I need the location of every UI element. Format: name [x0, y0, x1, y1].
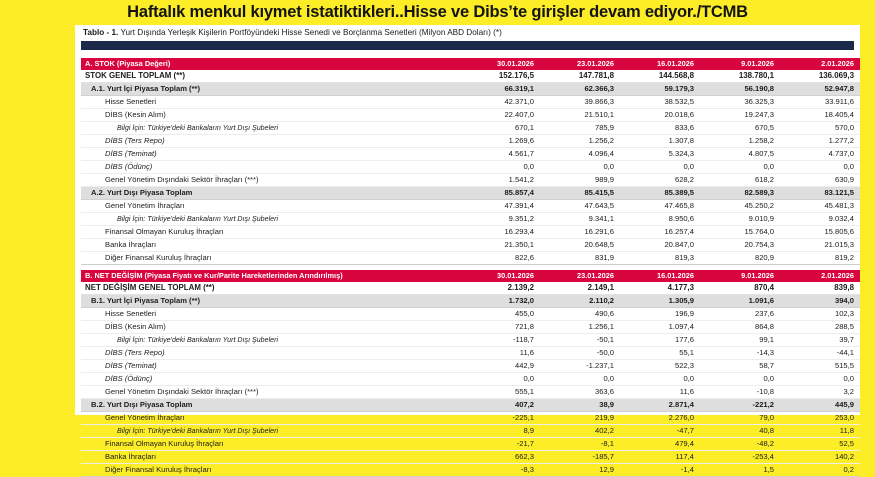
row-value: 56.190,8	[700, 82, 780, 95]
row-value: 15.764,0	[700, 225, 780, 238]
headline-text: Haftalık menkul kıymet istatiktikleri..Hisse ve Dibs’te girişler devam ediyor./TCMB	[127, 3, 748, 22]
row-value: 21.350,1	[460, 238, 540, 251]
row-value: -50,0	[540, 346, 620, 359]
column-header-date: 23.01.2026	[577, 58, 614, 68]
row-value: 864,8	[700, 320, 780, 333]
row-label: Finansal Olmayan Kuruluş İhraçları	[81, 225, 460, 238]
table-row	[81, 307, 860, 320]
row-value: 630,9	[780, 173, 860, 186]
row-value: 55,1	[620, 346, 700, 359]
row-value: 1.269,6	[460, 134, 540, 147]
row-label: DİBS (Ters Repo)	[81, 346, 460, 359]
row-value: 79,0	[700, 411, 780, 424]
table-row	[81, 108, 860, 121]
column-header-date: 30.01.2026	[497, 270, 534, 280]
row-value: 9.341,1	[540, 212, 620, 225]
row-value: 15.805,6	[780, 225, 860, 238]
row-value: 85.857,4	[460, 186, 540, 199]
row-value: 0,0	[460, 372, 540, 385]
row-value: 117,4	[620, 450, 700, 463]
column-header-date: 30.01.2026	[497, 58, 534, 68]
row-value: 0,0	[700, 160, 780, 173]
row-value: -253,4	[700, 450, 780, 463]
row-value: 45.481,3	[780, 199, 860, 212]
row-value: 38,9	[540, 398, 620, 411]
row-value: 407,2	[460, 398, 540, 411]
row-value: 16.257,4	[620, 225, 700, 238]
row-value: 47.465,8	[620, 199, 700, 212]
row-value: 4.737,0	[780, 147, 860, 160]
row-value: 219,9	[540, 411, 620, 424]
row-value: 522,3	[620, 359, 700, 372]
table-row	[81, 333, 860, 346]
table-row	[81, 238, 860, 251]
headline-banner	[0, 0, 875, 25]
row-label: B.1. Yurt İçi Piyasa Toplam (**)	[81, 294, 460, 307]
column-header-date: 16.01.2026	[657, 270, 694, 280]
row-value: 12,9	[540, 463, 620, 476]
row-value: 839,8	[780, 282, 860, 295]
row-value: 662,3	[460, 450, 540, 463]
row-value: 52,5	[780, 437, 860, 450]
row-value: 5.324,3	[620, 147, 700, 160]
row-value: 1.091,6	[700, 294, 780, 307]
row-value: 490,6	[540, 307, 620, 320]
row-label: NET DEĞİŞİM GENEL TOPLAM (**)	[81, 282, 460, 295]
row-label: DİBS (Kesin Alım)	[81, 108, 460, 121]
row-value: 989,9	[540, 173, 620, 186]
row-value: 16.291,6	[540, 225, 620, 238]
row-value: 58,7	[700, 359, 780, 372]
section-header-label: A. STOK (Piyasa Değeri)	[85, 58, 171, 68]
row-value: 147.781,8	[540, 70, 620, 83]
row-label: Genel Yönetim İhraçları	[81, 199, 460, 212]
row-label: Bilgi İçin: Türkiye'deki Bankaların Yurt Dışı Şubeleri	[81, 333, 460, 346]
table-row	[81, 346, 860, 359]
table-row	[81, 385, 860, 398]
row-value: 402,2	[540, 424, 620, 437]
row-label: DİBS (Ödünç)	[81, 372, 460, 385]
row-value: 0,0	[700, 372, 780, 385]
row-value: 19.247,3	[700, 108, 780, 121]
row-value: 11,8	[780, 424, 860, 437]
table-caption-text: Yurt Dışında Yerleşik Kişilerin Portföyündeki Hisse Senedi ve Borçlanma Senetleri (Milyon ABD Doları) (*)	[118, 28, 502, 37]
row-value: 2.871,4	[620, 398, 700, 411]
table-row	[81, 121, 860, 134]
table-section-header-row	[81, 270, 860, 282]
navy-rule	[81, 41, 854, 50]
row-value: 628,2	[620, 173, 700, 186]
row-value: 479,4	[620, 437, 700, 450]
row-label: DİBS (Ters Repo)	[81, 134, 460, 147]
table-row	[81, 225, 860, 238]
row-value: 82.589,3	[700, 186, 780, 199]
table-row	[81, 82, 860, 95]
row-label: Finansal Olmayan Kuruluş İhraçları	[81, 437, 460, 450]
row-label: Bilgi İçin: Türkiye'deki Bankaların Yurt Dışı Şubeleri	[81, 212, 460, 225]
row-value: 0,0	[780, 160, 860, 173]
row-value: 2.276,0	[620, 411, 700, 424]
table-row	[81, 411, 860, 424]
table-row	[81, 70, 860, 83]
row-label: Hisse Senetleri	[81, 95, 460, 108]
row-value: 52.947,8	[780, 82, 860, 95]
row-value: 11,6	[460, 346, 540, 359]
securities-statistics-table	[81, 58, 860, 477]
row-value: 9.032,4	[780, 212, 860, 225]
row-value: 99,1	[700, 333, 780, 346]
row-value: 66.319,1	[460, 82, 540, 95]
row-value: 196,9	[620, 307, 700, 320]
row-value: -8,1	[540, 437, 620, 450]
row-label: DİBS (Ödünç)	[81, 160, 460, 173]
row-value: 0,0	[540, 372, 620, 385]
table-row	[81, 372, 860, 385]
row-label: Banka İhraçları	[81, 450, 460, 463]
row-value: 237,6	[700, 307, 780, 320]
row-value: 394,0	[780, 294, 860, 307]
row-value: 83.121,5	[780, 186, 860, 199]
row-label: DİBS (Kesin Alım)	[81, 320, 460, 333]
table-row	[81, 437, 860, 450]
row-value: 4.807,5	[700, 147, 780, 160]
row-label: Hisse Senetleri	[81, 307, 460, 320]
row-value: 570,0	[780, 121, 860, 134]
row-value: 21.510,1	[540, 108, 620, 121]
row-value: 138.780,1	[700, 70, 780, 83]
row-value: 870,4	[700, 282, 780, 295]
row-value: 670,1	[460, 121, 540, 134]
row-value: 0,0	[460, 160, 540, 173]
row-value: -44,1	[780, 346, 860, 359]
row-value: 102,3	[780, 307, 860, 320]
row-label: Bilgi İçin: Türkiye'deki Bankaların Yurt Dışı Şubeleri	[81, 424, 460, 437]
row-value: -8,3	[460, 463, 540, 476]
column-header-date: 16.01.2026	[657, 58, 694, 68]
table-row	[81, 147, 860, 160]
table-row	[81, 359, 860, 372]
table-row	[81, 186, 860, 199]
row-value: 39.866,3	[540, 95, 620, 108]
row-label: Diğer Finansal Kuruluş İhraçları	[81, 463, 460, 476]
row-label: DİBS (Teminat)	[81, 147, 460, 160]
row-value: -225,1	[460, 411, 540, 424]
row-value: 822,6	[460, 251, 540, 264]
row-value: 20.648,5	[540, 238, 620, 251]
row-value: -1,4	[620, 463, 700, 476]
row-value: 9.351,2	[460, 212, 540, 225]
row-value: 785,9	[540, 121, 620, 134]
row-value: 820,9	[700, 251, 780, 264]
row-value: 20.754,3	[700, 238, 780, 251]
row-value: 819,2	[780, 251, 860, 264]
row-value: 1.305,9	[620, 294, 700, 307]
row-label: STOK GENEL TOPLAM (**)	[81, 70, 460, 83]
table-row	[81, 95, 860, 108]
column-header-date: 9.01.2026	[741, 58, 774, 68]
row-value: 253,0	[780, 411, 860, 424]
row-value: 33.911,6	[780, 95, 860, 108]
row-value: 144.568,8	[620, 70, 700, 83]
row-value: 42.371,0	[460, 95, 540, 108]
row-value: 8.950,6	[620, 212, 700, 225]
row-value: 1.256,1	[540, 320, 620, 333]
row-value: 1.258,2	[700, 134, 780, 147]
row-value: 36.325,3	[700, 95, 780, 108]
row-value: 39,7	[780, 333, 860, 346]
row-value: 20.847,0	[620, 238, 700, 251]
row-value: 0,2	[780, 463, 860, 476]
row-value: 0,0	[620, 160, 700, 173]
table-caption	[75, 24, 860, 41]
table-row	[81, 173, 860, 186]
table-row	[81, 320, 860, 333]
row-value: 0,0	[540, 160, 620, 173]
row-value: 288,5	[780, 320, 860, 333]
row-label: Genel Yönetim İhraçları	[81, 411, 460, 424]
table-row	[81, 294, 860, 307]
row-value: 140,2	[780, 450, 860, 463]
row-label: Genel Yönetim Dışındaki Sektör İhraçları (***)	[81, 385, 460, 398]
row-value: 1.097,4	[620, 320, 700, 333]
row-label: Banka İhraçları	[81, 238, 460, 251]
row-value: 833,6	[620, 121, 700, 134]
row-value: 455,0	[460, 307, 540, 320]
row-value: 445,9	[780, 398, 860, 411]
row-value: -47,7	[620, 424, 700, 437]
document-sheet	[75, 24, 860, 474]
table-section-header-row	[81, 58, 860, 70]
column-header-date: 2.01.2026	[821, 58, 854, 68]
row-value: 831,9	[540, 251, 620, 264]
row-value: 4.561,7	[460, 147, 540, 160]
row-value: 20.018,6	[620, 108, 700, 121]
row-value: 618,2	[700, 173, 780, 186]
row-value: -1.237,1	[540, 359, 620, 372]
row-label: Diğer Finansal Kuruluş İhraçları	[81, 251, 460, 264]
row-value: -185,7	[540, 450, 620, 463]
table-body	[81, 58, 860, 477]
table-row	[81, 398, 860, 411]
row-value: 4.177,3	[620, 282, 700, 295]
table-row	[81, 160, 860, 173]
row-value: 555,1	[460, 385, 540, 398]
row-value: 85.389,5	[620, 186, 700, 199]
table-caption-label: Tablo - 1.	[83, 28, 119, 37]
column-header-date: 23.01.2026	[577, 270, 614, 280]
row-value: 3,2	[780, 385, 860, 398]
row-value: 1.277,2	[780, 134, 860, 147]
table-row	[81, 424, 860, 437]
table-row	[81, 251, 860, 264]
table-row	[81, 134, 860, 147]
row-label: Genel Yönetim Dışındaki Sektör İhraçları (***)	[81, 173, 460, 186]
row-value: 721,8	[460, 320, 540, 333]
row-value: 2.139,2	[460, 282, 540, 295]
row-value: 40,8	[700, 424, 780, 437]
row-value: 8,9	[460, 424, 540, 437]
row-value: 515,5	[780, 359, 860, 372]
row-value: 59.179,3	[620, 82, 700, 95]
row-value: 1.732,0	[460, 294, 540, 307]
row-label: A.1. Yurt İçi Piyasa Toplam (**)	[81, 82, 460, 95]
row-value: 136.069,3	[780, 70, 860, 83]
column-header-date: 9.01.2026	[741, 270, 774, 280]
row-value: 21.015,3	[780, 238, 860, 251]
table-row	[81, 212, 860, 225]
row-value: -10,8	[700, 385, 780, 398]
row-value: 1.541,2	[460, 173, 540, 186]
row-value: 0,0	[620, 372, 700, 385]
row-value: 670,5	[700, 121, 780, 134]
table-row	[81, 199, 860, 212]
row-value: 2.110,2	[540, 294, 620, 307]
row-value: 47.643,5	[540, 199, 620, 212]
row-value: -48,2	[700, 437, 780, 450]
section-header-label: B. NET DEĞİŞİM (Piyasa Fiyatı ve Kur/Parite Hareketlerinden Arındırılmış)	[85, 270, 343, 280]
row-value: 38.532,5	[620, 95, 700, 108]
row-value: 45.250,2	[700, 199, 780, 212]
row-value: -14,3	[700, 346, 780, 359]
row-value: 177,6	[620, 333, 700, 346]
row-value: 1.256,2	[540, 134, 620, 147]
row-value: 2.149,1	[540, 282, 620, 295]
row-value: 4.096,4	[540, 147, 620, 160]
table-row	[81, 463, 860, 476]
row-value: 363,6	[540, 385, 620, 398]
rule-gap	[75, 50, 860, 58]
row-value: 85.415,5	[540, 186, 620, 199]
row-value: 152.176,5	[460, 70, 540, 83]
row-value: -21,7	[460, 437, 540, 450]
row-value: 1.307,8	[620, 134, 700, 147]
row-label: Bilgi İçin: Türkiye'deki Bankaların Yurt Dışı Şubeleri	[81, 121, 460, 134]
row-value: 442,9	[460, 359, 540, 372]
row-label: B.2. Yurt Dışı Piyasa Toplam	[81, 398, 460, 411]
table-row	[81, 450, 860, 463]
column-header-date: 2.01.2026	[821, 270, 854, 280]
row-value: 16.293,4	[460, 225, 540, 238]
row-value: 819,3	[620, 251, 700, 264]
row-value: 11,6	[620, 385, 700, 398]
row-value: -50,1	[540, 333, 620, 346]
row-value: 0,0	[780, 372, 860, 385]
table-row	[81, 282, 860, 295]
row-value: 62.366,3	[540, 82, 620, 95]
row-value: 18.405,4	[780, 108, 860, 121]
row-value: 47.391,4	[460, 199, 540, 212]
row-value: -118,7	[460, 333, 540, 346]
row-label: DİBS (Teminat)	[81, 359, 460, 372]
row-value: 9.010,9	[700, 212, 780, 225]
row-value: 1,5	[700, 463, 780, 476]
row-value: -221,2	[700, 398, 780, 411]
row-value: 22.407,0	[460, 108, 540, 121]
row-label: A.2. Yurt Dışı Piyasa Toplam	[81, 186, 460, 199]
